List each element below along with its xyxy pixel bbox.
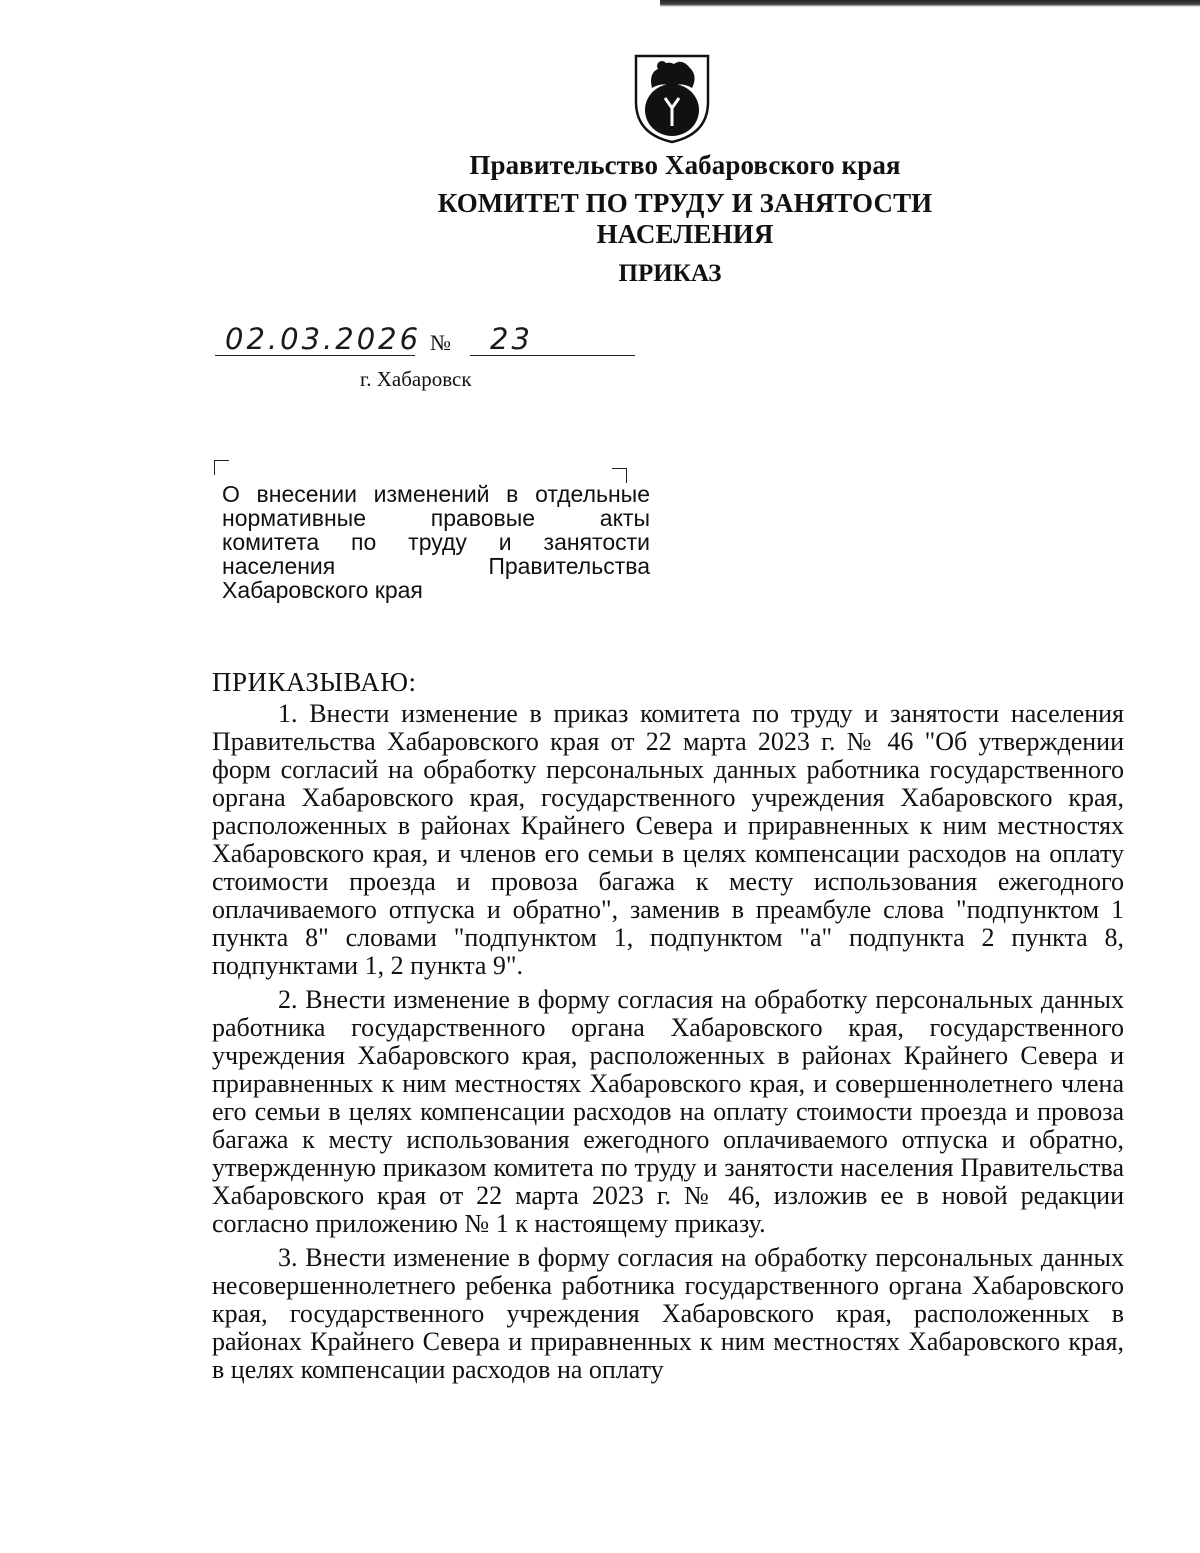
date-underline xyxy=(215,355,415,356)
order-word: ПРИКАЗЫВАЮ: xyxy=(212,667,417,697)
registration-row xyxy=(215,318,635,362)
government-title: Правительство Хабаровского края xyxy=(469,150,901,180)
number-sign: № xyxy=(430,330,451,355)
subject-block xyxy=(222,482,650,602)
subject-bracket-left xyxy=(214,460,229,475)
coat-of-arms-emblem xyxy=(632,52,712,144)
subject-line: комитета по труду и занятости xyxy=(222,529,650,555)
number-underline xyxy=(470,355,635,356)
committee-title: КОМИТЕТ ПО ТРУДУ И ЗАНЯТОСТИ НАСЕЛЕНИЯ xyxy=(437,188,933,249)
paragraph-1: 1. Внести изменение в приказ комитета по труду и занятости населения Правительства Хабаровского края от 22 марта 2023 г. № 46 "Об утверждении форм согласий на обработку персональных данных работника государственного органа Хабаровского края, государственного учреждения Хабаровского края, расположенных в районах Крайнего Севера и приравненных к ним местностях Хабаровского края, и членов его семьи в целях компенсации расходов на оплату стоимости проезда и провоза багажа к месту использования ежегодного оплачиваемого отпуска и обратно", заменив в преамбуле слова "подпунктом 1 пункта 8" словами "подпунктом 1, подпунктом "а" подпункта 2 пункта 8, подпунктами 1, 2 пункта 9". xyxy=(212,699,1124,980)
subject-line: Хабаровского края xyxy=(222,577,423,603)
subject-line: населения Правительства xyxy=(222,553,650,579)
subject-line: нормативные правовые акты xyxy=(222,505,650,531)
scan-edge-artifact xyxy=(660,0,1200,7)
document-type-title: ПРИКАЗ xyxy=(618,260,722,287)
paragraph-2: 2. Внести изменение в форму согласия на обработку персональных данных работника государственного органа Хабаровского края, государственного учреждения Хабаровского края, расположенных в районах Крайнего Севера и приравненных к ним местностях Хабаровского края, и совершеннолетнего члена его семьи в целях компенсации расходов на оплату стоимости проезда и провоза багажа к месту использования ежегодного оплачиваемого отпуска и обратно, утвержденную приказом комитета по труду и занятости населения Правительства Хабаровского края от 22 марта 2023 г. № 46, изложив ее в новой редакции согласно приложению № 1 к настоящему приказу. xyxy=(212,985,1124,1238)
paragraph-3: 3. Внести изменение в форму согласия на обработку персональных данных несовершеннолетнего ребенка работника государственного органа Хабаровского края, государственного учреждения Хабаровского края, расположенных в районах Крайнего Севера и приравненных к ним местностях Хабаровского края, в целях компенсации расходов на оплату xyxy=(212,1243,1124,1384)
handwritten-number: 23 xyxy=(490,322,533,356)
city-label: г. Хабаровск xyxy=(360,367,472,391)
document-body xyxy=(212,668,1124,1390)
subject-line: О внесении изменений в отдельные xyxy=(222,481,650,507)
handwritten-date: 02.03.2026 xyxy=(225,322,422,356)
